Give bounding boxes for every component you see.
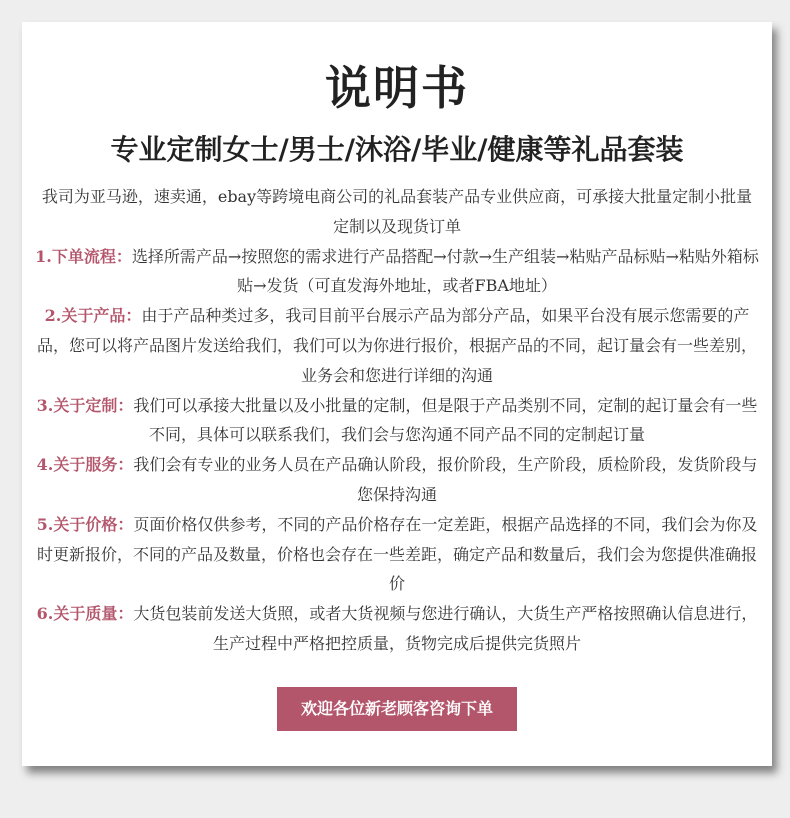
section-label: 2.关于产品： <box>44 306 142 326</box>
intro-paragraph: 我司为亚马逊，速卖通，ebay等跨境电商公司的礼品套装产品专业供应商，可承接大批量定制小批量定制以及现货订单 <box>41 187 753 236</box>
section-text: 我们会有专业的业务人员在产品确认阶段，报价阶段，生产阶段，质检阶段，发货阶段与您保持沟通 <box>133 455 758 504</box>
section-label: 4.关于服务： <box>36 455 134 475</box>
section-label: 6.关于质量： <box>36 604 134 624</box>
instruction-card <box>22 22 772 766</box>
section-about-service <box>34 450 760 510</box>
section-text: 由于产品种类过多，我司目前平台展示产品为部分产品，如果平台没有展示您需要的产品，您可以将产品图片发送给我们，我们可以为你进行报价，根据产品的不同，起订量会有一些差别，业务会和您进行详细的沟通 <box>36 306 757 385</box>
section-text: 选择所需产品→按照您的需求进行产品搭配→付款→生产组装→粘贴产品标贴→粘贴外箱标贴→发货（可直发海外地址，或者FBA地址） <box>131 246 759 296</box>
instruction-body <box>34 182 760 659</box>
section-order-process <box>34 242 760 302</box>
section-label: 1.下单流程： <box>35 246 132 266</box>
page-title: 说明书 <box>325 61 469 115</box>
section-label: 3.关于定制： <box>36 395 134 415</box>
section-about-price <box>34 510 760 599</box>
section-about-products <box>34 301 760 390</box>
page-subtitle: 专业定制女士/男士/沐浴/毕业/健康等礼品套装 <box>110 133 684 166</box>
section-about-customization <box>34 391 760 451</box>
section-text: 页面价格仅供参考，不同的产品价格存在一定差距，根据产品选择的不同，我们会为你及时更新报价，不同的产品及数量，价格也会存在一些差距，确定产品和数量后，我们会为您提供准确报价 <box>36 514 758 594</box>
section-text: 大货包装前发送大货照，或者大货视频与您进行确认，大货生产严格按照确认信息进行，生产过程中严格把控质量，货物完成后提供完货照片 <box>133 604 758 653</box>
section-about-quality <box>34 599 760 659</box>
section-label: 5.关于价格： <box>36 514 134 534</box>
section-text: 我们可以承接大批量以及小批量的定制，但是限于产品类别不同，定制的起订量会有一些不同，具体可以联系我们，我们会与您沟通不同产品不同的定制起订量 <box>133 395 758 445</box>
consult-order-button[interactable]: 欢迎各位新老顾客咨询下单 <box>277 687 517 731</box>
